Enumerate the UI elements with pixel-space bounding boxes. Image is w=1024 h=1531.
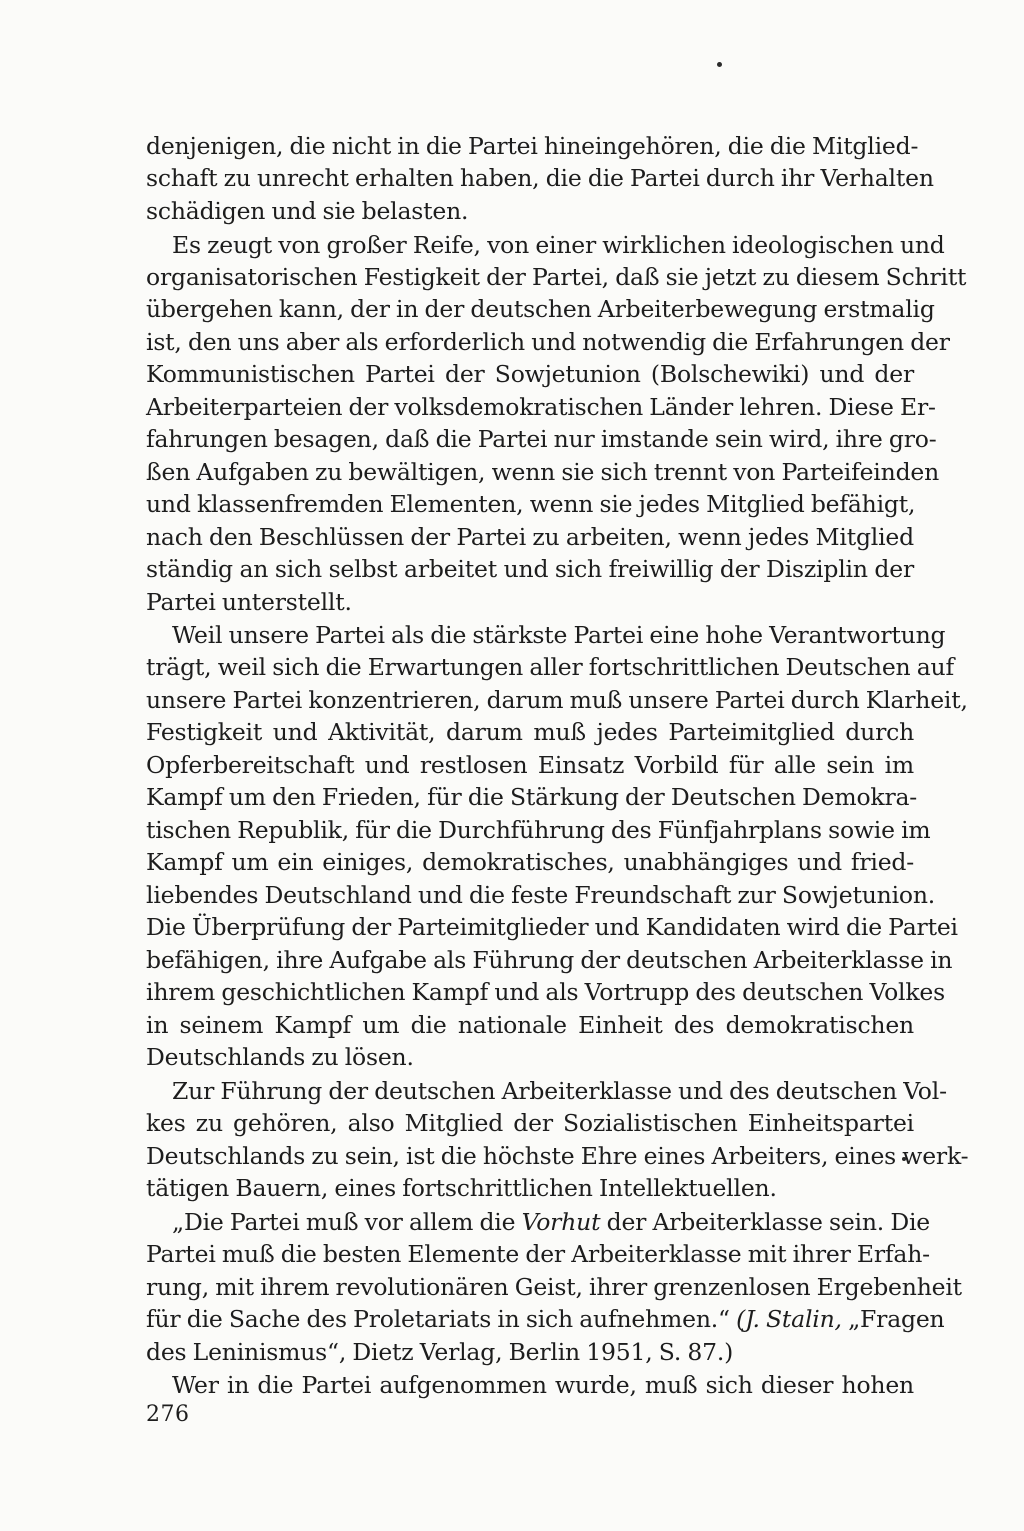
text-line: schaft zu unrecht erhalten haben, die die Partei durch ihr Verhalten <box>146 164 934 192</box>
text-line: ßen Aufgaben zu bewältigen, wenn sie sich trennt von Parteifeinden <box>146 458 940 486</box>
text-line: Kampf um den Frieden, für die Stärkung der Deutschen Demokra- <box>146 783 918 811</box>
text-line: Deutschlands zu lösen. <box>146 1043 414 1071</box>
text-line: in seinem Kampf um die nationale Einheit des demokratischen <box>146 1011 914 1039</box>
quote-text: der Arbeiterklasse sein. Die <box>600 1208 930 1236</box>
text-line: nach den Beschlüssen der Partei zu arbeiten, wenn jedes Mitglied <box>146 523 914 551</box>
page-number: 276 <box>146 1402 190 1427</box>
text-line: Festigkeit und Aktivität, darum muß jedes Parteimitglied durch <box>146 718 914 746</box>
text-line: tischen Republik, für die Durchführung des Fünfjahrplans sowie im <box>146 816 931 844</box>
text-line: ihrem geschichtlichen Kampf und als Vortrupp des deutschen Volkes <box>146 978 945 1006</box>
citation-author: (J. Stalin, <box>736 1305 842 1333</box>
text-line: Weil unsere Partei als die stärkste Partei eine hohe Verantwortung <box>172 621 946 649</box>
quote-emphasis: Vorhut <box>521 1208 601 1236</box>
citation-title: „Fragen <box>841 1305 945 1333</box>
text-line: Partei muß die besten Elemente der Arbeiterklasse mit ihrer Erfah- <box>146 1240 930 1268</box>
text-line: Kommunistischen Partei der Sowjetunion (Bolschewiki) und der <box>146 360 914 388</box>
text-line: fahrungen besagen, daß die Partei nur imstande sein wird, ihre gro- <box>146 425 937 453</box>
text-line: trägt, weil sich die Erwartungen aller fortschrittlichen Deutschen auf <box>146 653 954 681</box>
text-line: ist, den uns aber als erforderlich und notwendig die Erfahrungen der <box>146 328 950 356</box>
text-line: rung, mit ihrem revolutionären Geist, ihrer grenzenlosen Ergebenheit <box>146 1273 962 1301</box>
text-line: ständig an sich selbst arbeitet und sich freiwillig der Disziplin der <box>146 555 914 583</box>
text-line: tätigen Bauern, eines fortschrittlichen Intellektuellen. <box>146 1174 777 1202</box>
text-line: Zur Führung der deutschen Arbeiterklasse und des deutschen Vol- <box>172 1077 947 1105</box>
ink-speck <box>717 62 722 67</box>
text-line: übergehen kann, der in der deutschen Arbeiterbewegung erstmalig <box>146 295 935 323</box>
text-line: denjenigen, die nicht in die Partei hineingehören, die die Mitglied- <box>146 132 919 160</box>
text-line: Die Überprüfung der Parteimitglieder und Kandidaten wird die Partei <box>146 913 958 941</box>
text-line: Deutschlands zu sein, ist die höchste Ehre eines Arbeiters, eines werk- <box>146 1142 969 1170</box>
text-line: Opferbereitschaft und restlosen Einsatz Vorbild für alle sein im <box>146 751 914 779</box>
text-line: befähigen, ihre Aufgabe als Führung der deutschen Arbeiterklasse in <box>146 946 953 974</box>
text-line: Wer in die Partei aufgenommen wurde, muß sich dieser hohen <box>172 1371 914 1399</box>
text-line: liebendes Deutschland und die feste Freundschaft zur Sowjetunion. <box>146 881 936 909</box>
text-line: Kampf um ein einiges, demokratisches, unabhängiges und fried- <box>146 848 914 876</box>
quote-text: „Die Partei muß vor allem die <box>172 1208 522 1236</box>
text-line: kes zu gehören, also Mitglied der Sozialistischen Einheitspartei <box>146 1109 914 1137</box>
citation-line: des Leninismus“, Dietz Verlag, Berlin 1951, S. 87.) <box>146 1338 734 1366</box>
text-line: Es zeugt von großer Reife, von einer wirklichen ideologischen und <box>172 231 945 259</box>
quote-text: für die Sache des Proletariats in sich aufnehmen.“ <box>146 1305 737 1333</box>
text-line: und klassenfremden Elementen, wenn sie jedes Mitglied befähigt, <box>146 490 916 518</box>
text-line: schädigen und sie belasten. <box>146 197 469 225</box>
text-line: Arbeiterparteien der volksdemokratischen Länder lehren. Diese Er- <box>146 393 936 421</box>
text-line: unsere Partei konzentrieren, darum muß unsere Partei durch Klarheit, <box>146 686 968 714</box>
text-line: Partei unterstellt. <box>146 588 352 616</box>
text-line: organisatorischen Festigkeit der Partei, daß sie jetzt zu diesem Schritt <box>146 263 967 291</box>
